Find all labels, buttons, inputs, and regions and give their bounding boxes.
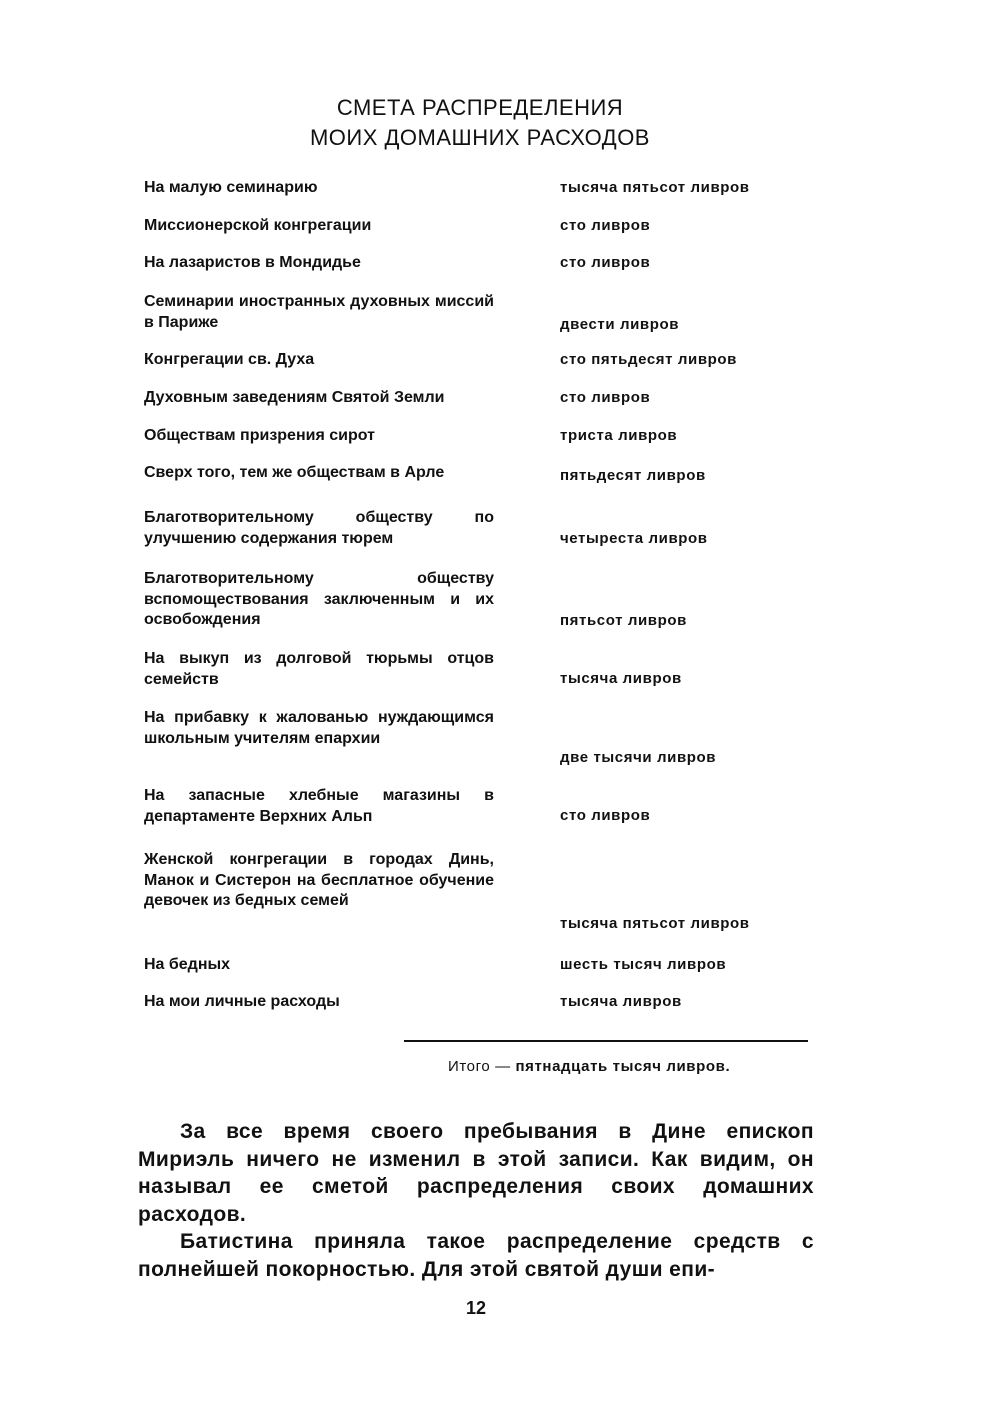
expense-label: На прибавку к жалованью нуждающимся школьным учителям епархии bbox=[144, 709, 494, 747]
paragraph: Батистина приняла такое распределение средств с полнейшей покорностью. Для этой святой души епи- bbox=[138, 1230, 814, 1281]
expense-label: Благотворительному обществу вспомоществования заключенным и их освобождения bbox=[144, 570, 494, 628]
expense-label: На запасные хлебные магазины в департаменте Верхних Альп bbox=[144, 787, 494, 825]
expense-amount: двести ливров bbox=[560, 316, 680, 333]
total-value: пятнадцать тысяч ливров. bbox=[515, 1058, 731, 1075]
expense-label: Конгрегации св. Духа bbox=[144, 351, 315, 368]
expense-amount: тысяча ливров bbox=[560, 993, 682, 1010]
expense-amount: сто ливров bbox=[560, 254, 651, 271]
expense-label: На мои личные расходы bbox=[144, 993, 340, 1010]
expense-label: Обществам призрения сирот bbox=[144, 427, 375, 444]
expense-label: Сверх того, тем же обществам в Арле bbox=[144, 464, 445, 481]
expense-amount: сто ливров bbox=[560, 807, 651, 824]
paragraph: За все время своего пребывания в Дине епископ Мириэль ничего не изменил в этой записи. Как видим, он называл ее сметой распределения своих домашних расходов. bbox=[138, 1120, 814, 1226]
title-line-2: МОИХ ДОМАШНИХ РАСХОДОВ bbox=[309, 125, 650, 150]
expense-amount: шесть тысяч ливров bbox=[560, 956, 727, 973]
body-text bbox=[138, 1118, 814, 1283]
expense-amount: пятьсот ливров bbox=[560, 612, 687, 629]
page-number: 12 bbox=[465, 1298, 487, 1318]
expense-amount: сто ливров bbox=[560, 389, 651, 406]
expense-label: Миссионерской конгрегации bbox=[144, 217, 372, 234]
expense-label: Благотворительному обществу по улучшению содержания тюрем bbox=[144, 509, 494, 547]
title-line-1: СМЕТА РАСПРЕДЕЛЕНИЯ bbox=[336, 95, 624, 120]
total-divider bbox=[404, 1040, 808, 1042]
expense-amount: четыреста ливров bbox=[560, 530, 708, 547]
expense-amount: тысяча пятьсот ливров bbox=[560, 915, 750, 932]
expense-label: На выкуп из долговой тюрьмы отцов семейств bbox=[144, 650, 494, 688]
expense-amount: сто пятьдесят ливров bbox=[560, 351, 737, 368]
total-label: Итого — bbox=[448, 1058, 511, 1075]
document-title bbox=[0, 93, 960, 153]
expense-label: На малую семинарию bbox=[144, 179, 318, 196]
expense-amount: триста ливров bbox=[560, 427, 678, 444]
expense-amount: пятьдесят ливров bbox=[560, 467, 706, 484]
expense-label: На лазаристов в Мондидье bbox=[144, 254, 361, 271]
expense-label: Духовным заведениям Святой Земли bbox=[144, 389, 445, 406]
expense-amount: тысяча ливров bbox=[560, 670, 682, 687]
expense-amount: тысяча пятьсот ливров bbox=[560, 179, 750, 196]
expense-amount: сто ливров bbox=[560, 217, 651, 234]
expense-amount: две тысячи ливров bbox=[560, 749, 717, 766]
total-line bbox=[448, 1058, 730, 1075]
expense-label: Семинарии иностранных духовных миссий в Париже bbox=[144, 293, 494, 331]
expense-label: На бедных bbox=[144, 956, 231, 973]
expense-label: Женской конгрегации в городах Динь, Манок и Систерон на бесплатное обучение девочек из бедных семей bbox=[144, 851, 494, 909]
